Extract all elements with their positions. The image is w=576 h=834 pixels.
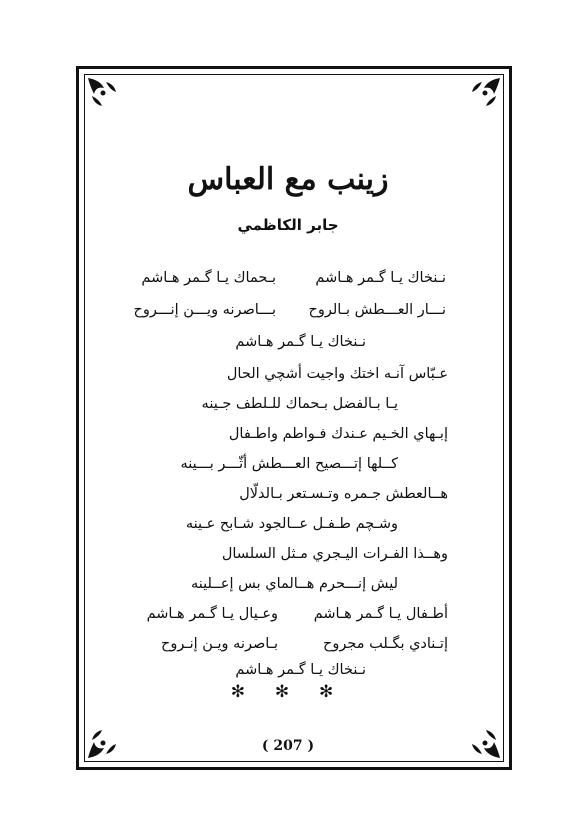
refrain-line: نـنخاك يـا گـمر هـاشم — [235, 662, 366, 678]
verse-line: وهــذا الفـرات اليـجري مـثل السلسال — [221, 546, 448, 562]
verse-hemistich: نـــار العـــطش بـالروح — [308, 302, 446, 318]
couplet-line — [128, 636, 448, 652]
couplet-line — [128, 606, 448, 622]
corner-ornament-icon — [86, 76, 120, 110]
verse-hemistich: بـاصرنه ويـن إنـروح — [160, 636, 278, 652]
corner-ornament-icon — [468, 76, 502, 110]
verse-line: يـا بـالفضل بـحماك للـلطف جـينه — [201, 396, 398, 412]
refrain-line: نـنخاك يـا گـمر هـاشم — [235, 334, 366, 350]
verse-line: كــلها إتـــصيح العـــطش أثّـــر بـــينه — [180, 456, 398, 472]
poem-title: زينب مع العباس — [187, 162, 389, 197]
verse-line: إبـهاي الخـيم عـندك فـواطم واطـفال — [228, 426, 448, 442]
poem-author: جابر الكاظمي — [237, 216, 339, 234]
couplet-line — [126, 270, 446, 286]
section-divider-stars: ✻ ✻ ✻ — [230, 682, 346, 702]
couplet-line — [126, 302, 446, 318]
verse-hemistich: نـنخاك يـا گـمر هـاشم — [315, 270, 446, 286]
verse-hemistich: بـــاصرنه ويـــن إنـــروح — [133, 302, 276, 318]
verse-line: عـبّاس آنـه اختك واجيت أشچي الحال — [226, 366, 448, 382]
verse-line: هــالعطش جـمره وتـسـتعر بـالدلّال — [239, 486, 448, 502]
verse-hemistich: بـحماك يـا گـمر هـاشم — [141, 270, 276, 286]
verse-line: ليش إنـــحرم هــالماي بس إعــلينه — [190, 576, 398, 592]
page-number: ( 207 ) — [261, 738, 315, 754]
verse-hemistich: أطـفال يـا گـمر هـاشم — [313, 606, 448, 622]
verse-line: وشـچم طـفـل عــالجود شـابح عـينه — [185, 516, 398, 532]
verse-hemistich: وعـيال يـا گـمر هـاشم — [146, 606, 278, 622]
verse-hemistich: إتـنادي بگـلب مجروح — [323, 636, 448, 652]
